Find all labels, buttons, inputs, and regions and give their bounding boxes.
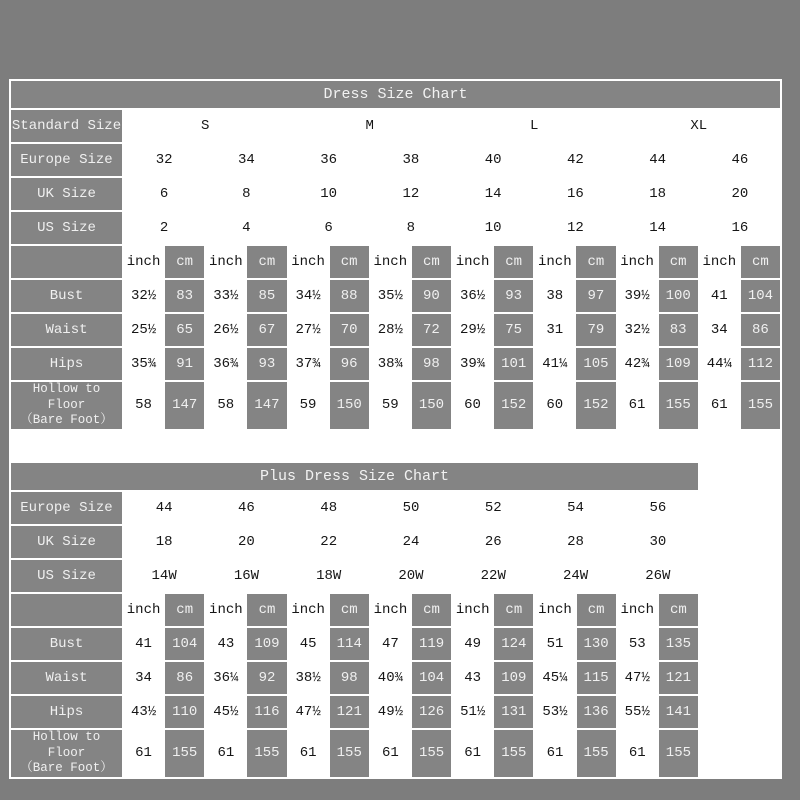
- unit-inch-cell: inch: [535, 594, 574, 626]
- size-value-cell: 22: [289, 526, 369, 558]
- measurement-cm-cell: 150: [412, 382, 451, 429]
- size-header-row: [11, 560, 698, 592]
- size-value-cell: 16: [700, 212, 780, 244]
- measurement-inch-cell: 45½: [206, 696, 245, 728]
- measurement-cm-cell: 70: [330, 314, 369, 346]
- row-label: Europe Size: [11, 144, 122, 176]
- measurement-cm-cell: 130: [577, 628, 616, 660]
- measurement-inch-cell: 39¾: [453, 348, 492, 380]
- measurement-inch-cell: 33½: [206, 280, 245, 312]
- measurement-inch-cell: 60: [535, 382, 574, 429]
- measurement-inch-cell: 37¾: [289, 348, 328, 380]
- size-value-cell: 46: [700, 144, 780, 176]
- measurement-cm-cell: 104: [412, 662, 451, 694]
- measurement-inch-cell: 53: [618, 628, 657, 660]
- measurement-cm-cell: 155: [165, 730, 204, 777]
- measurement-inch-cell: 45¼: [535, 662, 574, 694]
- table-title-row: [11, 463, 698, 490]
- measurement-cm-cell: 91: [165, 348, 204, 380]
- measurement-inch-cell: 39½: [618, 280, 657, 312]
- size-value-cell: 4: [206, 212, 286, 244]
- size-value-cell: 18: [124, 526, 204, 558]
- unit-cm-cell: cm: [659, 246, 698, 278]
- measurement-inch-cell: 58: [124, 382, 163, 429]
- size-header-row: [11, 212, 780, 244]
- unit-inch-cell: inch: [206, 594, 245, 626]
- measurement-inch-cell: 53½: [535, 696, 574, 728]
- size-value-cell: 28: [535, 526, 615, 558]
- size-value-cell: 24W: [535, 560, 615, 592]
- measurement-inch-cell: 26½: [206, 314, 245, 346]
- measurement-inch-cell: 41: [700, 280, 739, 312]
- size-value-cell: 56: [618, 492, 698, 524]
- row-label: [11, 594, 122, 626]
- measurement-cm-cell: 92: [247, 662, 286, 694]
- measurement-inch-cell: 38¾: [371, 348, 410, 380]
- row-label: Standard Size: [11, 110, 122, 142]
- measurement-inch-cell: 51: [535, 628, 574, 660]
- size-value-cell: 52: [453, 492, 533, 524]
- row-label-line2: （Bare Foot）: [20, 761, 113, 776]
- measurement-inch-cell: 60: [453, 382, 492, 429]
- size-value-cell: 14: [453, 178, 533, 210]
- size-value-cell: 32: [124, 144, 204, 176]
- size-value-cell: 14W: [124, 560, 204, 592]
- size-value-cell: 36: [289, 144, 369, 176]
- measurement-inch-cell: 32½: [124, 280, 163, 312]
- size-value-cell: 18W: [289, 560, 369, 592]
- measurement-inch-cell: 61: [371, 730, 410, 777]
- measurement-cm-cell: 121: [659, 662, 698, 694]
- row-label: UK Size: [11, 178, 122, 210]
- unit-inch-cell: inch: [618, 594, 657, 626]
- size-value-cell: L: [453, 110, 616, 142]
- size-value-cell: 20: [206, 526, 286, 558]
- measurement-inch-cell: 61: [535, 730, 574, 777]
- measurement-inch-cell: 59: [371, 382, 410, 429]
- measurement-cm-cell: 152: [576, 382, 615, 429]
- size-value-cell: 54: [535, 492, 615, 524]
- measurement-cm-cell: 147: [247, 382, 286, 429]
- row-label: [11, 382, 122, 429]
- measurement-inch-cell: 27½: [289, 314, 328, 346]
- measurement-cm-cell: 98: [330, 662, 369, 694]
- size-chart-sheet: [9, 79, 782, 779]
- table-title-row: [11, 81, 780, 108]
- size-value-cell: 26: [453, 526, 533, 558]
- row-label: Bust: [11, 280, 122, 312]
- unit-inch-cell: inch: [700, 246, 739, 278]
- measurement-cm-cell: 109: [659, 348, 698, 380]
- size-value-cell: 30: [618, 526, 698, 558]
- measurement-inch-cell: 51½: [453, 696, 492, 728]
- measurement-row: [11, 730, 698, 777]
- unit-cm-cell: cm: [330, 594, 369, 626]
- size-value-cell: 14: [618, 212, 698, 244]
- measurement-cm-cell: 155: [577, 730, 616, 777]
- measurement-inch-cell: 35¾: [124, 348, 163, 380]
- size-value-cell: 34: [206, 144, 286, 176]
- measurement-cm-cell: 93: [494, 280, 533, 312]
- measurement-cm-cell: 93: [247, 348, 286, 380]
- measurement-inch-cell: 38: [535, 280, 574, 312]
- measurement-inch-cell: 61: [618, 382, 657, 429]
- measurement-cm-cell: 101: [494, 348, 533, 380]
- measurement-cm-cell: 155: [659, 382, 698, 429]
- measurement-cm-cell: 72: [412, 314, 451, 346]
- measurement-cm-cell: 147: [165, 382, 204, 429]
- unit-cm-cell: cm: [494, 594, 533, 626]
- size-value-cell: 12: [535, 212, 615, 244]
- size-value-cell: 6: [289, 212, 369, 244]
- measurement-cm-cell: 114: [330, 628, 369, 660]
- measurement-cm-cell: 86: [165, 662, 204, 694]
- measurement-cm-cell: 109: [494, 662, 533, 694]
- measurement-cm-cell: 131: [494, 696, 533, 728]
- measurement-cm-cell: 136: [577, 696, 616, 728]
- size-value-cell: 8: [371, 212, 451, 244]
- measurement-cm-cell: 141: [659, 696, 698, 728]
- measurement-cm-cell: 155: [330, 730, 369, 777]
- plus-dress-size-chart-table: [9, 461, 700, 779]
- measurement-inch-cell: 61: [700, 382, 739, 429]
- row-label: UK Size: [11, 526, 122, 558]
- size-value-cell: 10: [289, 178, 369, 210]
- measurement-cm-cell: 155: [741, 382, 780, 429]
- unit-inch-cell: inch: [453, 246, 492, 278]
- measurement-cm-cell: 135: [659, 628, 698, 660]
- measurement-inch-cell: 36¼: [206, 662, 245, 694]
- measurement-cm-cell: 155: [494, 730, 533, 777]
- measurement-cm-cell: 112: [741, 348, 780, 380]
- measurement-inch-cell: 43: [453, 662, 492, 694]
- unit-cm-cell: cm: [412, 594, 451, 626]
- measurement-inch-cell: 47½: [618, 662, 657, 694]
- size-value-cell: 10: [453, 212, 533, 244]
- size-value-cell: 42: [535, 144, 615, 176]
- measurement-inch-cell: 43: [206, 628, 245, 660]
- measurement-cm-cell: 110: [165, 696, 204, 728]
- table-title: Dress Size Chart: [11, 81, 780, 108]
- measurement-row: [11, 628, 698, 660]
- measurement-inch-cell: 61: [206, 730, 245, 777]
- measurement-inch-cell: 49: [453, 628, 492, 660]
- unit-cm-cell: cm: [741, 246, 780, 278]
- unit-inch-cell: inch: [124, 246, 163, 278]
- size-value-cell: 2: [124, 212, 204, 244]
- unit-inch-cell: inch: [535, 246, 574, 278]
- size-header-row: [11, 492, 698, 524]
- size-value-cell: 18: [618, 178, 698, 210]
- unit-cm-cell: cm: [494, 246, 533, 278]
- measurement-cm-cell: 109: [247, 628, 286, 660]
- size-value-cell: 16: [535, 178, 615, 210]
- measurement-cm-cell: 119: [412, 628, 451, 660]
- unit-row: [11, 246, 780, 278]
- dress-size-chart-table: [9, 79, 782, 431]
- measurement-cm-cell: 115: [577, 662, 616, 694]
- measurement-cm-cell: 152: [494, 382, 533, 429]
- unit-inch-cell: inch: [371, 594, 410, 626]
- row-label: Bust: [11, 628, 122, 660]
- unit-cm-cell: cm: [576, 246, 615, 278]
- row-label-line2: （Bare Foot）: [20, 413, 113, 428]
- measurement-inch-cell: 35½: [371, 280, 410, 312]
- measurement-inch-cell: 25½: [124, 314, 163, 346]
- row-label: US Size: [11, 560, 122, 592]
- size-header-row: [11, 110, 780, 142]
- measurement-cm-cell: 88: [330, 280, 369, 312]
- unit-cm-cell: cm: [247, 594, 286, 626]
- unit-cm-cell: cm: [577, 594, 616, 626]
- measurement-cm-cell: 105: [576, 348, 615, 380]
- size-value-cell: 16W: [206, 560, 286, 592]
- measurement-cm-cell: 104: [741, 280, 780, 312]
- row-label: Hips: [11, 348, 122, 380]
- size-value-cell: 20W: [371, 560, 451, 592]
- size-value-cell: 8: [206, 178, 286, 210]
- measurement-cm-cell: 75: [494, 314, 533, 346]
- size-value-cell: 12: [371, 178, 451, 210]
- measurement-inch-cell: 43½: [124, 696, 163, 728]
- measurement-cm-cell: 90: [412, 280, 451, 312]
- measurement-row: [11, 382, 780, 429]
- size-value-cell: S: [124, 110, 287, 142]
- measurement-cm-cell: 155: [659, 730, 698, 777]
- measurement-cm-cell: 97: [576, 280, 615, 312]
- unit-inch-cell: inch: [289, 246, 328, 278]
- size-header-row: [11, 144, 780, 176]
- size-value-cell: 48: [289, 492, 369, 524]
- size-value-cell: 40: [453, 144, 533, 176]
- size-value-cell: 38: [371, 144, 451, 176]
- row-label: [11, 246, 122, 278]
- measurement-cm-cell: 100: [659, 280, 698, 312]
- measurement-inch-cell: 61: [124, 730, 163, 777]
- measurement-inch-cell: 29½: [453, 314, 492, 346]
- measurement-inch-cell: 61: [453, 730, 492, 777]
- measurement-row: [11, 696, 698, 728]
- unit-inch-cell: inch: [206, 246, 245, 278]
- unit-inch-cell: inch: [618, 246, 657, 278]
- size-value-cell: 6: [124, 178, 204, 210]
- row-label: Hips: [11, 696, 122, 728]
- measurement-inch-cell: 58: [206, 382, 245, 429]
- unit-row: [11, 594, 698, 626]
- measurement-cm-cell: 124: [494, 628, 533, 660]
- measurement-cm-cell: 79: [576, 314, 615, 346]
- measurement-cm-cell: 85: [247, 280, 286, 312]
- measurement-inch-cell: 44¼: [700, 348, 739, 380]
- measurement-inch-cell: 32½: [618, 314, 657, 346]
- table-title: Plus Dress Size Chart: [11, 463, 698, 490]
- size-value-cell: 26W: [618, 560, 698, 592]
- measurement-inch-cell: 47½: [289, 696, 328, 728]
- measurement-cm-cell: 96: [330, 348, 369, 380]
- unit-inch-cell: inch: [289, 594, 328, 626]
- measurement-cm-cell: 121: [330, 696, 369, 728]
- size-value-cell: XL: [618, 110, 781, 142]
- table-gap: [9, 431, 782, 461]
- measurement-inch-cell: 49½: [371, 696, 410, 728]
- size-value-cell: 46: [206, 492, 286, 524]
- measurement-inch-cell: 38½: [289, 662, 328, 694]
- size-value-cell: 20: [700, 178, 780, 210]
- row-label-line1: Hollow to Floor: [32, 729, 101, 760]
- unit-cm-cell: cm: [412, 246, 451, 278]
- unit-inch-cell: inch: [371, 246, 410, 278]
- size-value-cell: 50: [371, 492, 451, 524]
- size-value-cell: 24: [371, 526, 451, 558]
- measurement-inch-cell: 36¾: [206, 348, 245, 380]
- measurement-cm-cell: 83: [659, 314, 698, 346]
- measurement-inch-cell: 34: [700, 314, 739, 346]
- size-value-cell: M: [289, 110, 452, 142]
- measurement-inch-cell: 59: [289, 382, 328, 429]
- size-header-row: [11, 178, 780, 210]
- unit-cm-cell: cm: [165, 246, 204, 278]
- unit-cm-cell: cm: [247, 246, 286, 278]
- measurement-row: [11, 314, 780, 346]
- size-value-cell: 22W: [453, 560, 533, 592]
- measurement-cm-cell: 126: [412, 696, 451, 728]
- measurement-cm-cell: 67: [247, 314, 286, 346]
- measurement-inch-cell: 28½: [371, 314, 410, 346]
- measurement-inch-cell: 41: [124, 628, 163, 660]
- measurement-inch-cell: 55½: [618, 696, 657, 728]
- size-value-cell: 44: [124, 492, 204, 524]
- size-header-row: [11, 526, 698, 558]
- measurement-inch-cell: 36½: [453, 280, 492, 312]
- measurement-cm-cell: 83: [165, 280, 204, 312]
- measurement-cm-cell: 150: [330, 382, 369, 429]
- row-label: Waist: [11, 662, 122, 694]
- measurement-cm-cell: 155: [247, 730, 286, 777]
- measurement-row: [11, 280, 780, 312]
- unit-cm-cell: cm: [659, 594, 698, 626]
- measurement-inch-cell: 34: [124, 662, 163, 694]
- row-label: Europe Size: [11, 492, 122, 524]
- measurement-cm-cell: 155: [412, 730, 451, 777]
- measurement-inch-cell: 45: [289, 628, 328, 660]
- measurement-inch-cell: 42¾: [618, 348, 657, 380]
- unit-cm-cell: cm: [330, 246, 369, 278]
- measurement-row: [11, 662, 698, 694]
- size-value-cell: 44: [618, 144, 698, 176]
- unit-inch-cell: inch: [453, 594, 492, 626]
- measurement-cm-cell: 116: [247, 696, 286, 728]
- unit-cm-cell: cm: [165, 594, 204, 626]
- measurement-cm-cell: 86: [741, 314, 780, 346]
- row-label: US Size: [11, 212, 122, 244]
- measurement-inch-cell: 61: [289, 730, 328, 777]
- measurement-inch-cell: 41¼: [535, 348, 574, 380]
- measurement-cm-cell: 98: [412, 348, 451, 380]
- measurement-row: [11, 348, 780, 380]
- measurement-inch-cell: 31: [535, 314, 574, 346]
- row-label: [11, 730, 122, 777]
- measurement-inch-cell: 61: [618, 730, 657, 777]
- measurement-inch-cell: 47: [371, 628, 410, 660]
- measurement-cm-cell: 65: [165, 314, 204, 346]
- measurement-inch-cell: 34½: [289, 280, 328, 312]
- row-label: Waist: [11, 314, 122, 346]
- measurement-inch-cell: 40¾: [371, 662, 410, 694]
- measurement-cm-cell: 104: [165, 628, 204, 660]
- unit-inch-cell: inch: [124, 594, 163, 626]
- row-label-line1: Hollow to Floor: [32, 382, 101, 412]
